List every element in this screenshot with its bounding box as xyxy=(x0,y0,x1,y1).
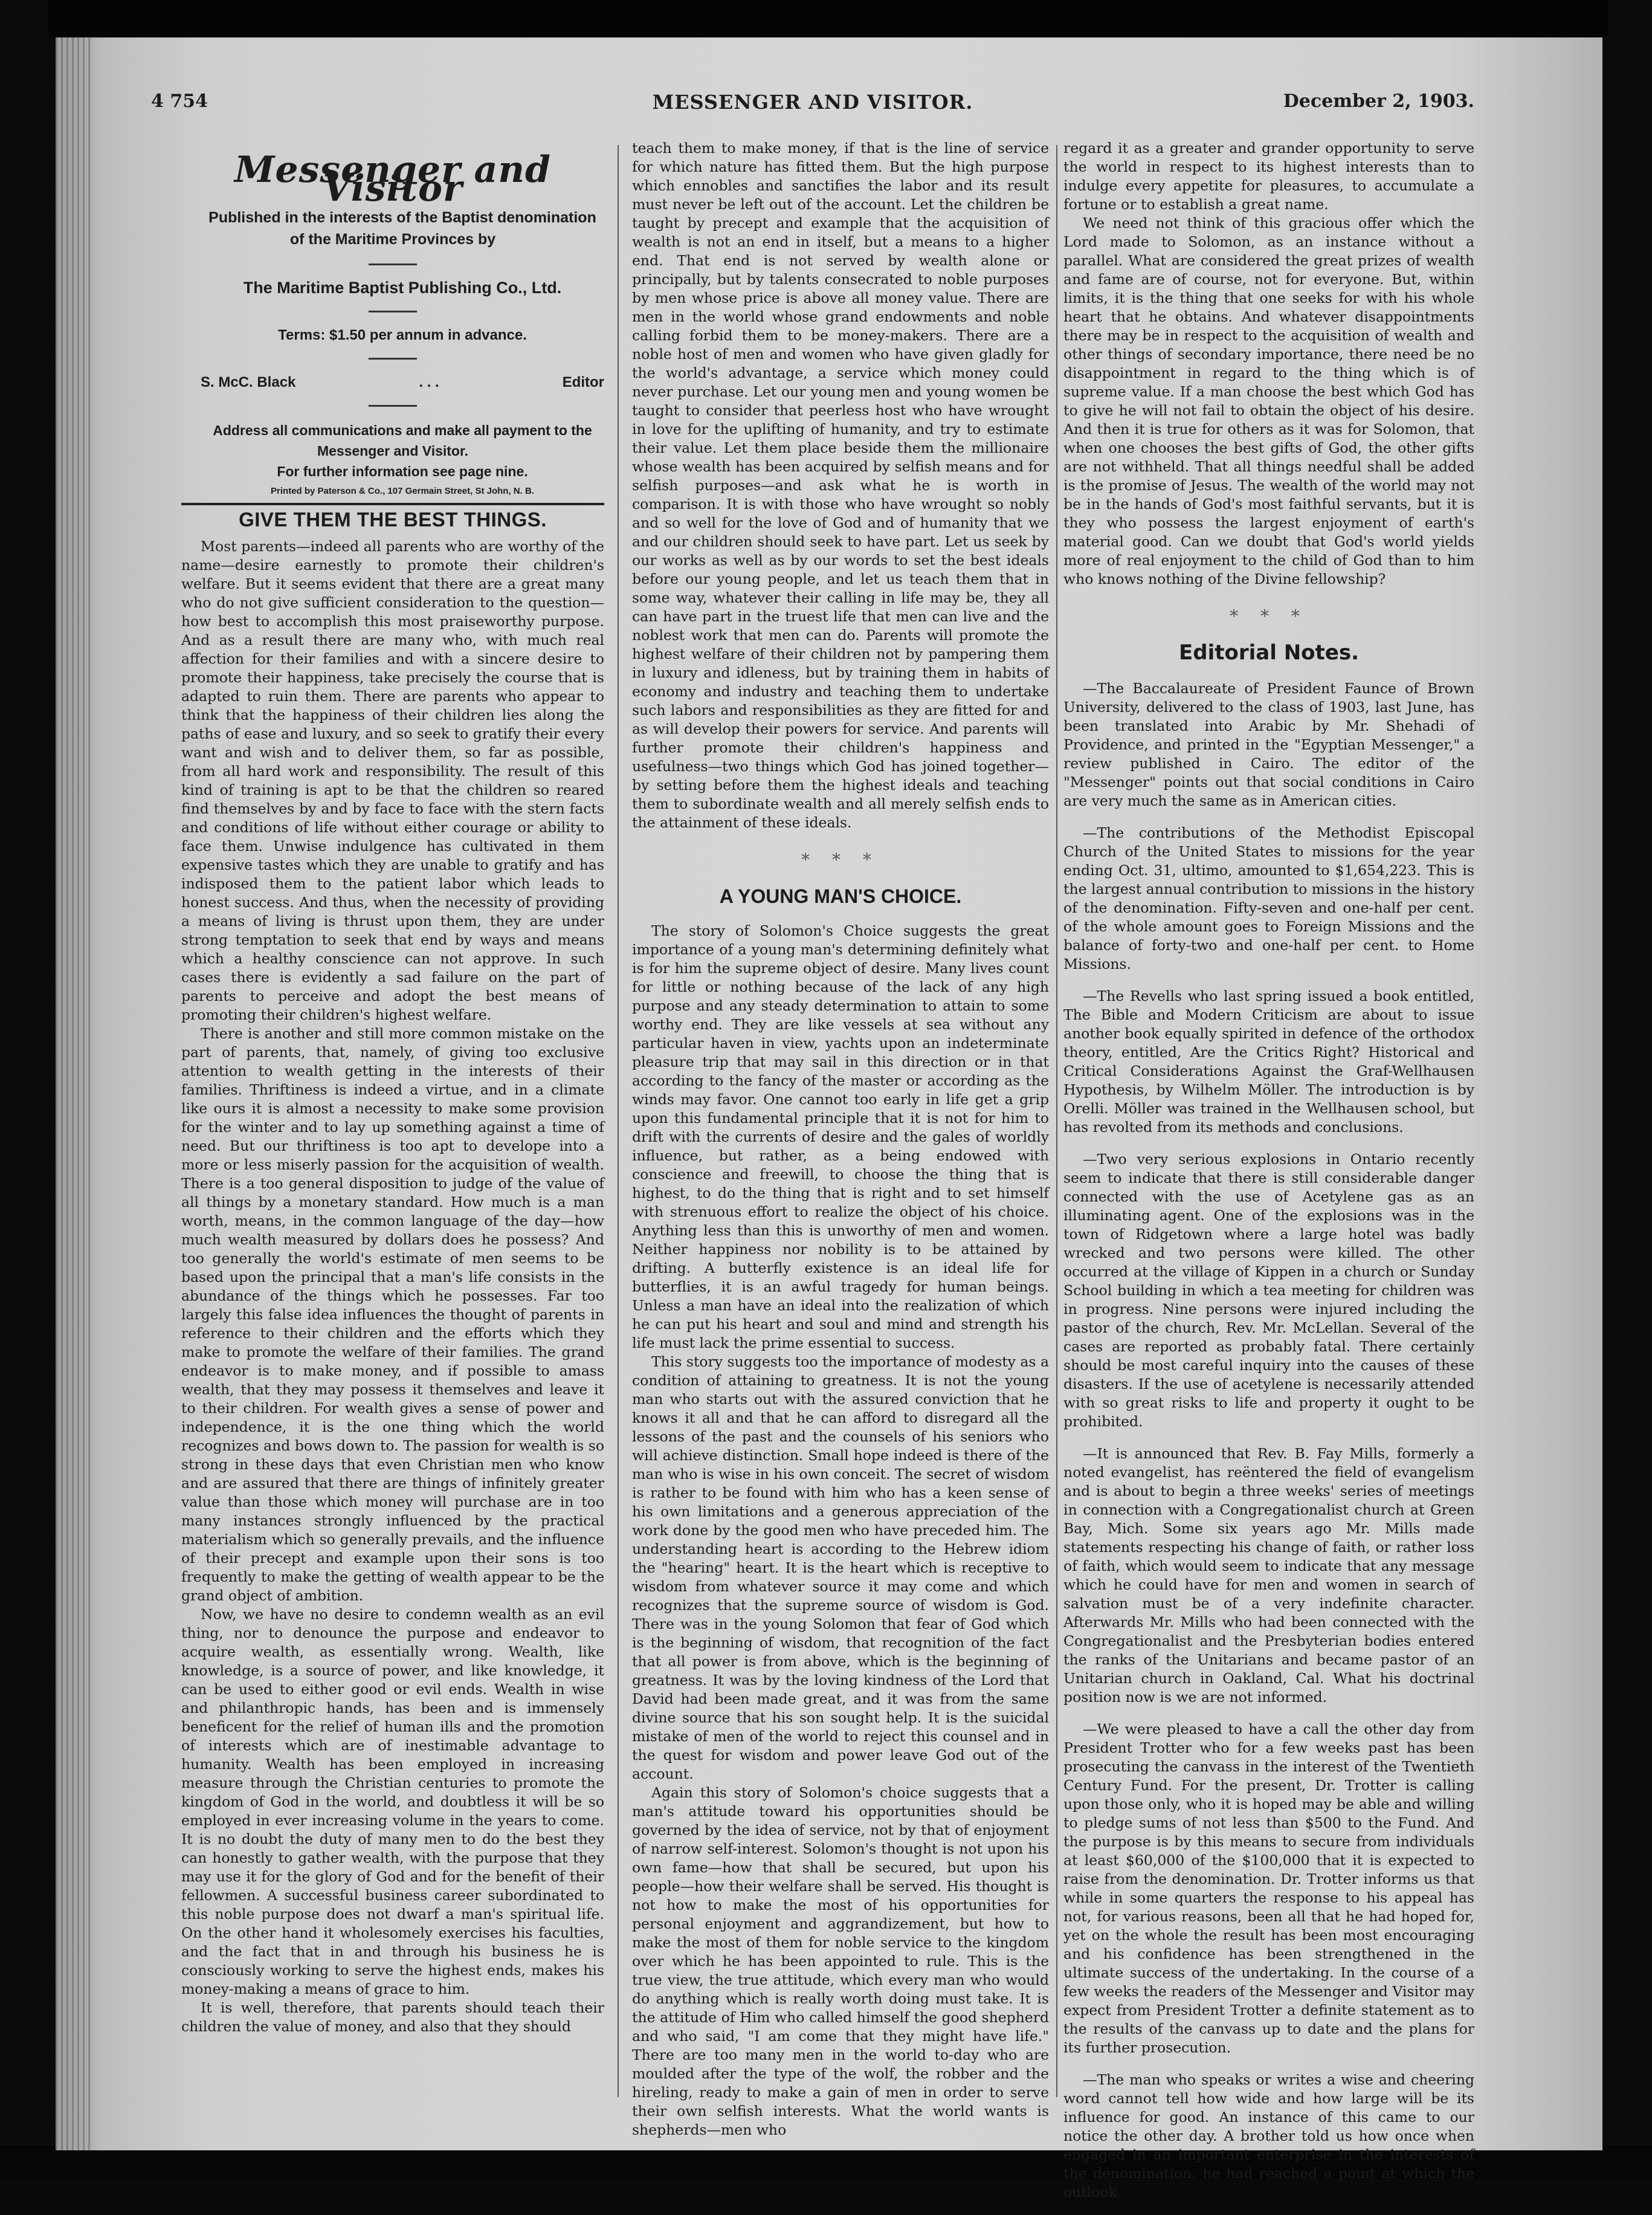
column-rule xyxy=(1056,145,1057,2097)
section-separator: * * * xyxy=(801,850,880,870)
divider xyxy=(369,405,417,407)
article-headline: GIVE THEM THE BEST THINGS. xyxy=(239,508,547,531)
film-border-right xyxy=(1608,0,1652,2179)
divider xyxy=(181,503,604,505)
editor-name: S. McC. Black xyxy=(201,374,296,390)
section-separator: * * * xyxy=(1230,606,1308,626)
address-notice: Address all communications and make all payment to the Messenger and Visitor. xyxy=(213,422,592,459)
masthead-subtitle: Published in the interests of the Baptist denomination of the Maritime Provinces by xyxy=(208,209,596,248)
page-stack-edge xyxy=(56,37,92,2150)
editorial-headline: Editorial Notes. xyxy=(1179,641,1359,665)
editor-role: Editor xyxy=(562,374,604,390)
editorial-note: —The man who speaks or writes a wise and cheering word cannot tell how wide and how large will be its influence for good. An instance of this came to our notice the other day. A brother told us how once when engaged in an important enterprise in the interests of the denomination, he had reached a point at which the outlook xyxy=(1063,2071,1474,2200)
editorial-note: —It is announced that Rev. B. Fay Mills, formerly a noted evangelist, has reëntered the field of evangelism and is about to begin a three weeks' series of meetings in connection with a Congregationalist church at Green Bay, Mich. Some six years ago Mr. Mills made statements respecting his change of faith, or rather loss of faith, which would seem to indicate that any message which he could have for men and women in search of salvation must be of a very indefinite character. Afterwards Mr. Mills who had been connected with the Congregationalist and the Presbyterian bodies entered the ranks of the Unitarians and became pastor of an Unitarian church in Oakland, Cal. What his doctrinal position now is we are not informed. xyxy=(1063,1445,1474,1706)
column-2 xyxy=(632,139,1049,2139)
divider xyxy=(369,311,417,312)
article-paragraph: This story suggests too the importance of modesty as a condition of attaining to greatness. It is not the young man who starts out with the assured conviction that he knows it all and that he can afford to disregard all the lessons of the past and the counsels of his seniors who will achieve distinction. Small hope indeed is there of the man who is wise in his own conceit. The secret of wisdom is rather to be found with him who has a keen sense of his own limitations and a generous appreciation of the work done by the good men who have preceded him. The understanding heart is according to the Hebrew idiom the "hearing" heart. It is the heart which is receptive to wisdom from whatever source it may come and which recognizes that the supreme source of wisdom is God. There was in the young Solomon that fear of God which is the beginning of wisdom, that recognition of the fact that all power is from above, which is the beginning of greatness. It was by the loving kindness of the Lord that David had been made great, and it was from the same divine source that his son sought help. It is the suicidal mistake of men of the world to reject this counsel and in the quest for wisdom and power leave God out of the account. xyxy=(632,1353,1049,1782)
column-1 xyxy=(181,139,604,2036)
article-paragraph: There is another and still more common mistake on the part of parents, that, namely, of giving too exclusive attention to wealth getting in the interests of their families. Thriftiness is indeed a virtue, and in a climate like ours it is almost a necessity to make some provision for the winter and to lay up something against a time of need. But our thriftiness is too apt to develope into a more or less miserly passion for the acquisition of wealth. There is a too general disposition to judge of the value of all things by a monetary standard. How much is a man worth, means, in the common language of the day—how much wealth measured by dollars does he possess? And too generally the world's estimate of men seems to be based upon the principal that a man's life consists in the abundance of the things which he possesses. Far too largely this false idea influences the thought of parents in reference to their children and the efforts which they make to promote the welfare of their families. The grand endeavor is to make money, and if possible to amass wealth, that they may possess it themselves and leave it to their children. For wealth gives a sense of power and independence, it is the one thing which the world recognizes and bows down to. The passion for wealth is so strong in these days that even Christian men who know and are assured that there are things of infinitely greater value than those which money will purchase are in too many instances strongly influenced by the practical materialism which so generally prevails, and the influence of their precept and example upon their sons is too frequently to make the getting of wealth appear to be the grand object of ambition. xyxy=(181,1025,604,1604)
running-header xyxy=(151,91,1474,127)
article-paragraph: regard it as a greater and grander opportunity to serve the world in respect to its highest interests than to indulge every appetite for pleasures, to accumulate a fortune or to establish a great name. xyxy=(1063,140,1474,213)
column-3 xyxy=(1063,139,1474,2215)
issue-date: December 2, 1903. xyxy=(1283,91,1474,112)
article-headline: A YOUNG MAN'S CHOICE. xyxy=(719,885,962,907)
masthead-title: Messenger and Visitor xyxy=(234,149,552,210)
article-paragraph: We need not think of this gracious offer which the Lord made to Solomon, as an instance without a parallel. What are considered the great prizes of wealth and fame are of course, not for everyone. But, within limits, it is the thing that one seeks for with his whole heart that he obtains. And whatever disappointments there may be in respect to the acquisition of wealth and other things of secondary importance, there need be no disappointment in regard to the thing which is of supreme value. If a man choose the best which God has to give he will not fail to obtain the object of his desire. And then it is true for others as it was for Solomon, that when one chooses the best gifts of God, the other gifts are not withheld. That all things needful shall be added is the promise of Jesus. The wealth of the world may not be in the hands of God's most faithful servants, but it is they who possess the largest enjoyment of earth's material good. Can we doubt that God's world yields more of real enjoyment to the child of God than to him who knows nothing of the Divine fellowship? xyxy=(1063,215,1474,587)
info-notice: For further information see page nine. xyxy=(277,464,528,479)
article-paragraph: It is well, therefore, that parents should teach their children the value of money, and also that they should xyxy=(181,1999,604,2035)
divider xyxy=(369,358,417,360)
article-paragraph: The story of Solomon's Choice suggests the great importance of a young man's determining definitely what is for him the supreme object of desire. Many lives count for little or nothing because of the lack of any high purpose and any steady determination to attain to some worthy end. They are like vessels at sea without any particular haven in view, yachts upon an indeterminate pleasure trip that may sail in this direction or in that according to the fancy of the master or according as the winds may favor. One cannot too early in life get a grip upon this fundamental principle that it is not for him to drift with the currents of desire and the gales of worldly influence, but rather, as a being endowed with conscience and freewill, to choose the thing that is highest, to do the thing that is right and to set himself with strenuous effort to realize the object of his choice. Anything less than this is unworthy of men and women. Neither happiness nor nobility is to be attained by drifting. A butterfly existence is an ideal life for butterflies, it is an awful tragedy for human beings. Unless a man have an ideal into the realization of which he can put his heart and soul and mind and strength his life must lack the prime essential to success. xyxy=(632,922,1049,1351)
divider xyxy=(369,264,417,265)
editorial-note: —The Baccalaureate of President Faunce of Brown University, delivered to the class of 1903, last June, has been translated into Arabic by Mr. Shehadi of Providence, and printed in the "Egyptian Messenger," a review published in Cairo. The editor of the "Messenger" points out that social conditions in Cairo are very much the same as in American cities. xyxy=(1063,680,1474,809)
article-paragraph: Most parents—indeed all parents who are worthy of the name—desire earnestly to promote their children's welfare. But it seems evident that there are a great many who do not give sufficient consideration to the question—how best to accomplish this most praiseworthy purpose. And as a result there are many who, with much real affection for their families and with a sincere desire to promote their happiness, take precisely the course that is adapted to ruin them. There are parents who appear to think that the happiness of their children lies along the paths of ease and luxury, and so seek to gratify their every want and wish and to deliver them, so far as possible, from all hard work and responsibility. The result of this kind of training is apt to be that the children so reared find themselves by and by face to face with the stern facts and conditions of life without either courage or ability to face them. Unwise indulgence has cultivated in them expensive tastes which they are unable to gratify and has indisposed them to the patient labor which leads to honest success. And thus, when the necessity of providing a means of living is thrust upon them, they are under strong temptation to seek that end by ways and means which a healthy conscience can not approve. In such cases there is evidently a sad failure on the part of parents to perceive and adopt the best means of promoting their children's highest welfare. xyxy=(181,538,604,1023)
article-paragraph: teach them to make money, if that is the line of service for which nature has fitted them. But the high purpose which ennobles and sanctifies the labor and its result must never be left out of the account. Let the children be taught by precept and example that the acquisition of wealth is not an end in itself, but a means to a higher end. That end is not served by wealth alone or principally, but by talents consecrated to noble purposes by men whose price is above all money value. There are men in the world whose grand endowments and noble calling forbid them to be money-makers. There are a noble host of men and women who have given gladly for the world's advantage, a service which money could never purchase. Let our young men and young women be taught to consider that peerless host who have wrought in love for the uplifting of humanity, and try to estimate their value. Let them place beside them the millionaire whose wealth has been acquired by selfish means and for selfish purposes—and ask what he is worth in comparison. It is with those who have wrought so nobly and so well for the love of God and of humanity that we and our children should seek to have part. Let us seek by our works as well as by our words to set the best ideals before our young people, and let us teach them that in some way, whatever their calling in life may be, they all can have part in the truest life that men can live and the noblest work that men can do. Parents will promote the highest welfare of their children not by pampering them in luxury and idleness, but by training them in habits of economy and industry and teaching them to undertake such labors and responsibilities as they are fitted for and as will develop their powers for service. And parents will further promote their children's happiness and usefulness—two things which God has joined together—by setting before them the highest ideals and teaching them to subordinate wealth and all merely selfish ends to the attainment of these ideals. xyxy=(632,140,1049,831)
editorial-note: —The contributions of the Methodist Episcopal Church of the United States to missions for the year ending Oct. 31, ultimo, amounted to $1,654,223. This is the largest annual contribution to missions in the history of the denomination. Fifty-seven and one-half per cent. of the whole amount goes to Foreign Missions and the balance of forty-two and one-half per cent. to Home Missions. xyxy=(1063,824,1474,972)
editorial-note: —We were pleased to have a call the other day from President Trotter who for a few weeks past has been prosecuting the canvass in the interest of the Twentieth Century Fund. For the present, Dr. Trotter is calling upon those only, who it is hoped may be able and willing to pledge sums of not less than $500 to the Fund. And the purpose is by this means to secure from individuals at least $60,000 of the $100,000 that it is expected to raise from the denomination. Dr. Trotter informs us that while in some quarters the response to his appeal has not, for various reasons, been all that he had hoped for, yet on the whole the result has been most encouraging and his confidence has been strengthened in the ultimate success of the undertaking. In the course of a few weeks the readers of the Messenger and Visitor may expect from President Trotter a definite statement as to the results of the canvass up to date and the plans for its further prosecution. xyxy=(1063,1721,1474,2056)
paper-name: MESSENGER AND VISITOR. xyxy=(652,91,973,114)
page-number: 4 754 xyxy=(151,91,208,112)
editor-line xyxy=(181,373,604,392)
column-rule xyxy=(618,145,619,2097)
article-paragraph: Again this story of Solomon's choice suggests that a man's attitude toward his opportunities should be governed by the idea of service, not by that of enjoyment of narrow self-interest. Solomon's thought is not upon his own fame—how that shall be secured, but upon his people—how their welfare shall be served. His thought is not how to make the most of his opportunities for personal enjoyment and aggrandizement, but how to make the most of them for noble service to the kingdom over which he has been appointed to rule. This is the true view, the true attitude, which every man who would do anything which is really worth doing must take. It is the attitude of Him who called himself the good shepherd and who said, "I am come that they might have life." There are too many men in the world to-day who are moulded after the type of the wolf, the robber and the hireling, ready to make a gain of men in order to serve their own selfish interests. What the world wants is shepherds—men who xyxy=(632,1784,1049,2138)
editor-dots: . . . xyxy=(419,374,439,390)
subscription-terms: Terms: $1.50 per annum in advance. xyxy=(278,327,527,343)
publisher: The Maritime Baptist Publishing Co., Ltd. xyxy=(243,279,562,297)
film-border-left xyxy=(0,0,48,2179)
editorial-note: —Two very serious explosions in Ontario recently seem to indicate that there is still considerable danger connected with the use of Acetylene gas as an illuminating agent. One of the explosions was in the town of Ridgetown where a large hotel was badly wrecked and two persons were killed. The other occurred at the village of Kippen in a church or Sunday School building in which a tea meeting for children was in progress. Nine persons were injured including the pastor of the church, Rev. Mr. McLellan. Several of the cases are reported as probably fatal. There certainly should be most careful inquiry into the causes of these disasters. If the use of acetylene is necessarily attended with so great risks to life and property it ought to be prohibited. xyxy=(1063,1151,1474,1430)
editorial-note: —The Revells who last spring issued a book entitled, The Bible and Modern Criticism are about to issue another book equally spirited in defence of the orthodox theory, entitled, Are the Critics Right? Historical and Critical Considerations Against the Graf-Wellhausen Hypothesis, by Wilhelm Möller. The introduction is by Orelli. Möller was trained in the Wellhausen school, but has revolted from its methods and conclusions. xyxy=(1063,988,1474,1136)
printer-line: Printed by Paterson & Co., 107 Germain Street, St John, N. B. xyxy=(271,486,534,496)
film-border-top xyxy=(0,0,1652,36)
article-paragraph: Now, we have no desire to condemn wealth as an evil thing, nor to denounce the purpose and endeavor to acquire wealth, as essentially wrong. Wealth, like knowledge, is a source of power, and like knowledge, it can be used to either good or evil ends. Wealth in wise and philanthropic hands, has been and is immensely beneficent for the relief of human ills and the promotion of interests which are of inestimable advantage to humanity. Wealth has been employed in increasing measure through the Christian centuries to promote the kingdom of God in the world, and doubtless it will be so employed in ever increasing volume in the years to come. It is no doubt the duty of many men to do the best they can honestly to gather wealth, with the purpose that they may use it for the glory of God and for the benefit of their fellowmen. A successful business career subordinated to this noble purpose does not dwarf a man's spiritual life. On the other hand it wholesomely exercises his faculties, and the fact that in and through his business he is consciously working to serve the highest ends, makes his money-making a means of grace to him. xyxy=(181,1606,604,1997)
